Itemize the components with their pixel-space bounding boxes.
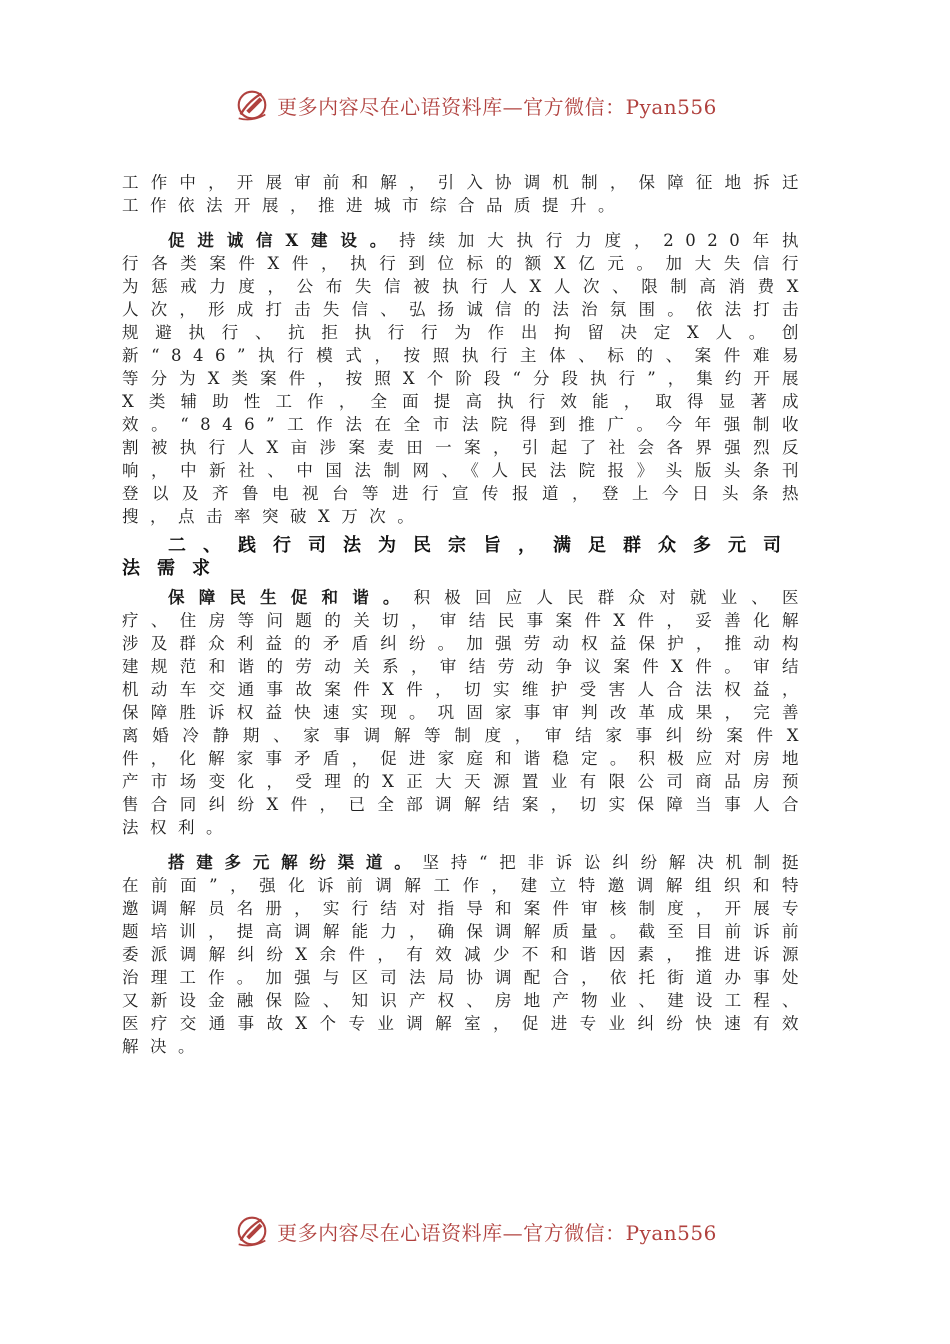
paragraph-livelihood <box>122 586 810 839</box>
paragraph-dispute <box>122 851 810 1058</box>
watermark-text: 更多内容尽在心语资料库—官方微信：Pyan556 <box>277 94 717 119</box>
header-watermark <box>0 82 950 128</box>
pen-nib-logo-icon <box>233 1212 271 1250</box>
section-heading-2: 二、践行司法为民宗旨，满足群众多元司法需求 <box>122 535 798 579</box>
paragraph-1: 工作中，开展审前和解，引入协调机制，保障征地拆迁工作依法开展，推进城市综合品质提升。 <box>122 173 810 215</box>
paragraph-livelihood-lead: 保障民生促和谐。 <box>168 588 414 607</box>
paragraph-credit-lead: 促进诚信X建设。 <box>168 231 400 250</box>
document-body <box>122 171 810 1058</box>
pen-nib-logo-icon <box>233 86 271 124</box>
paragraph-credit <box>122 229 810 528</box>
paragraph-dispute-body: 坚持“把非诉讼纠纷解决机制挺在前面”，强化诉前调解工作，建立特邀调解组织和特邀调解员名册，实行结对指导和案件审核制度，开展专题培训，提高调解能力，确保调解质量。截至目前诉前委派调解纠纷X余件，有效减少不和谐因素，推进诉源治理工作。加强与区司法局协调配合，依托街道办事处又新设金融保险、知识产权、房地产物业、建设工程、医疗交通事故X个专业调解室，促进专业纠纷快速有效解决。 <box>122 853 811 1056</box>
paragraph-livelihood-body: 积极回应人民群众对就业、医疗、住房等问题的关切，审结民事案件X件，妥善化解涉及群众利益的矛盾纠纷。加强劳动权益保护，推动构建规范和谐的劳动关系，审结劳动争议案件X件。审结机动车交通事故案件X件，切实维护受害人合法权益，保障胜诉权益快速实现。巩固家事审判改革成果，完善离婚冷静期、家事调解等制度，审结家事纠纷案件X件，化解家事矛盾，促进家庭和谐稳定。积极应对房地产市场变化，受理的X正大天源置业有限公司商品房预售合同纠纷X件，已全部调解结案，切实保障当事人合法权利。 <box>122 588 811 837</box>
footer-watermark <box>0 1208 950 1254</box>
paragraph-credit-body: 持续加大执行力度，2020年执行各类案件X件，执行到位标的额X亿元。加大失信行为惩戒力度，公布失信被执行人X人次、限制高消费X人次，形成打击失信、弘扬诚信的法治氛围。依法打击规避执行、抗拒执行行为作出拘留决定X人。创新“846”执行模式，按照执行主体、标的、案件难易等分为X类案件，按照X个阶段“分段执行”，集约开展X类辅助性工作，全面提高执行效能，取得显著成效。“846”工作法在全市法院得到推广。今年强制收割被执行人X亩涉案麦田一案，引起了社会各界强烈反响，中新社、中国法制网、《人民法院报》头版头条刊登以及齐鲁电视台等进行宣传报道，登上今日头条热搜，点击率突破X万次。 <box>122 231 810 526</box>
paragraph-dispute-lead: 搭建多元解纷渠道。 <box>168 853 423 872</box>
watermark-text: 更多内容尽在心语资料库—官方微信：Pyan556 <box>277 1220 717 1245</box>
